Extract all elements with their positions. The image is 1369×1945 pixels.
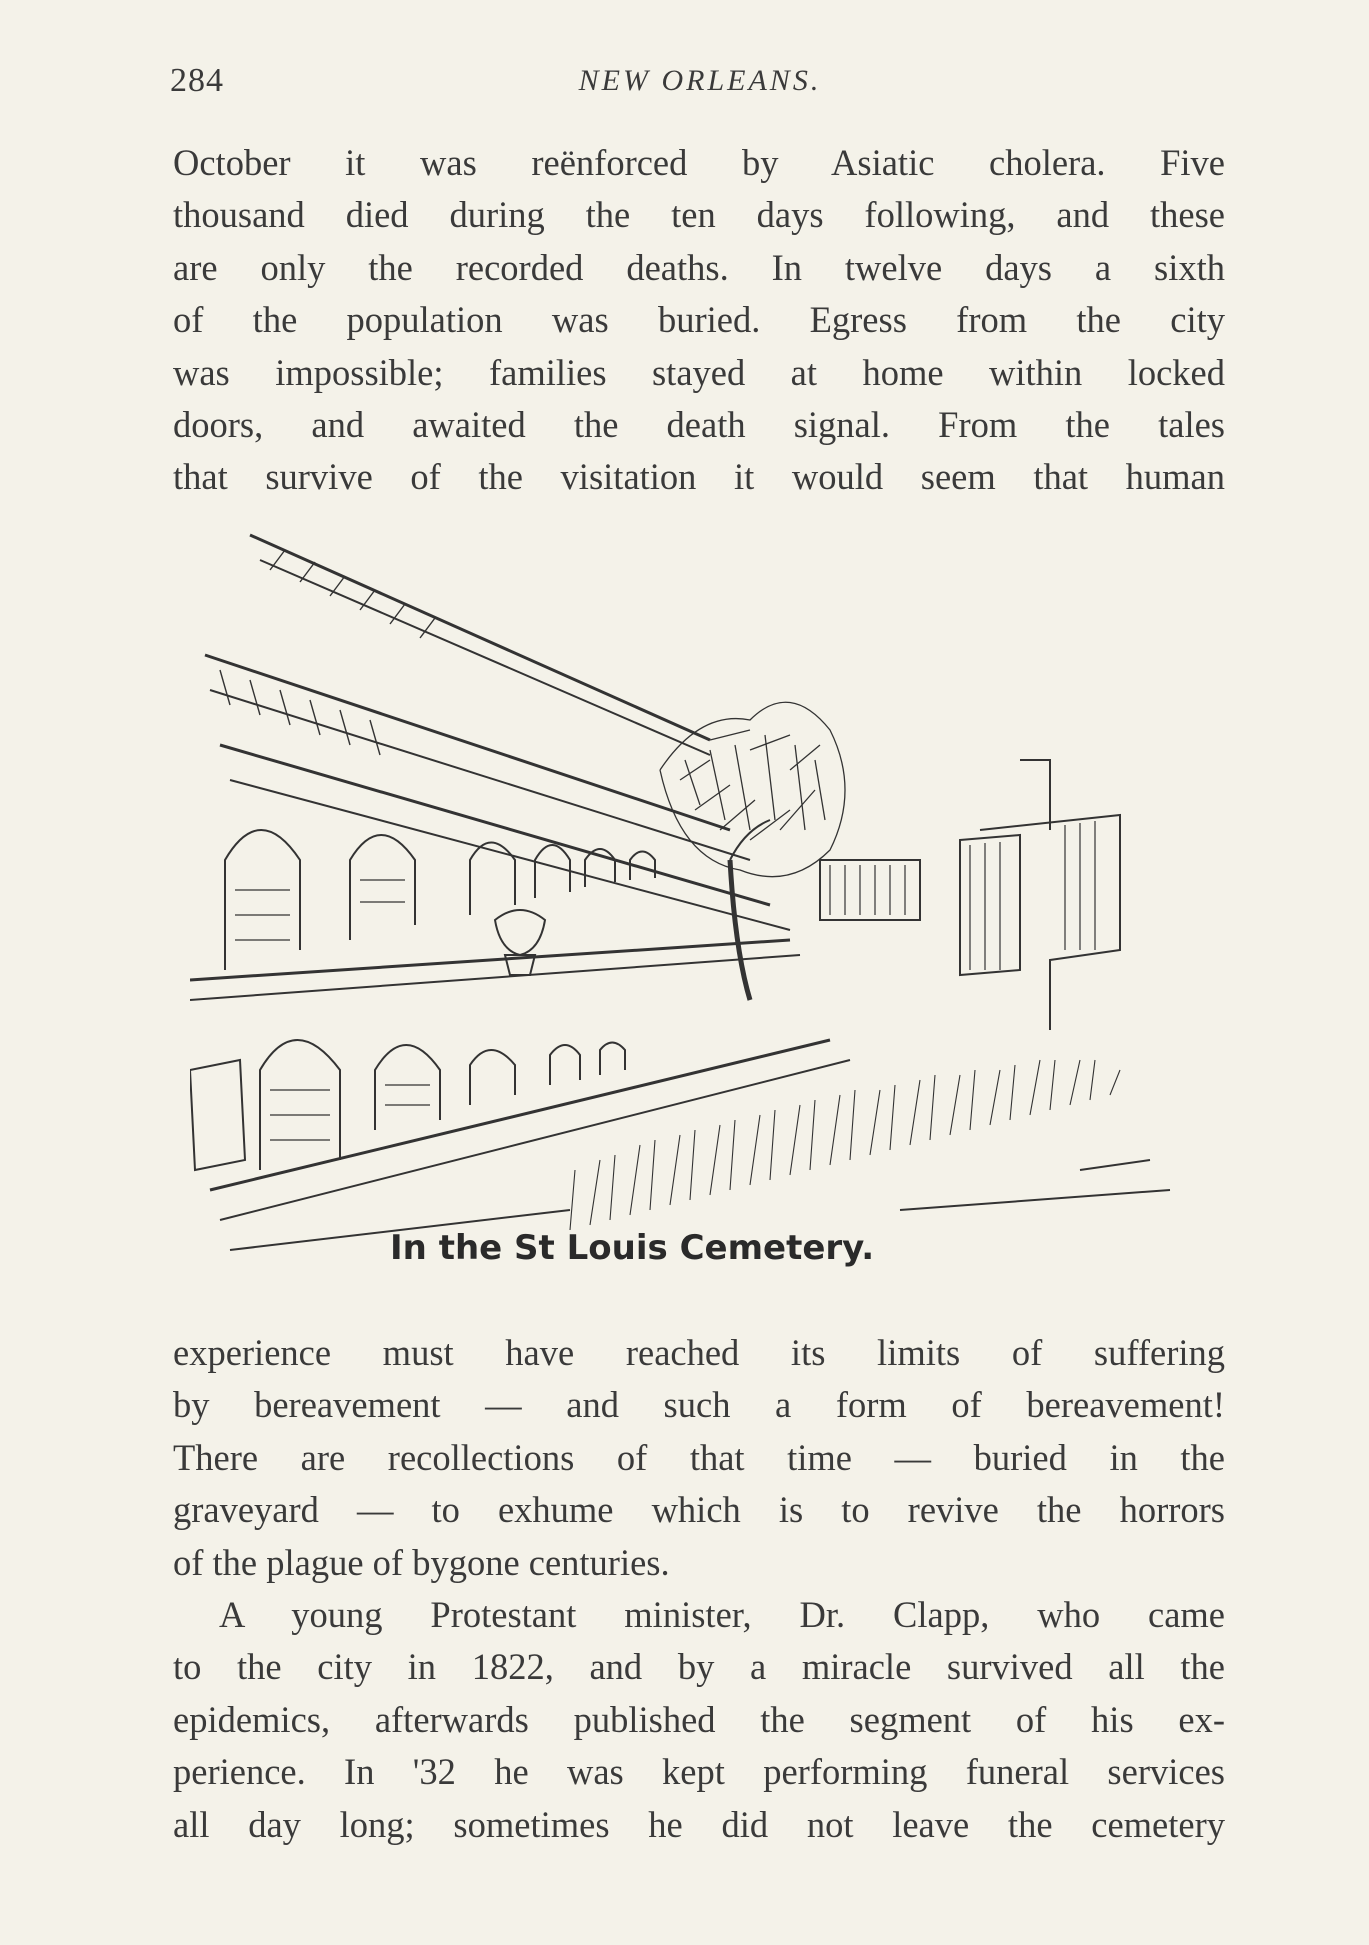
text-line: to the city in 1822, and by a miracle survived all the [173,1646,1225,1688]
text-line: thousand died during the ten days following, and these [173,194,1225,236]
page-header [170,62,1230,102]
text-line: that survive of the visitation it would seem that human [173,456,1225,498]
text-line: A young Protestant minister, Dr. Clapp, who came [219,1593,1225,1635]
text-line: of the plague of bygone centuries. [173,1541,670,1583]
text-line: of the population was buried. Egress from the city [173,299,1225,341]
cemetery-drawing [190,530,1200,1290]
text-line: all day long; sometimes he did not leave the cemetery [173,1803,1225,1845]
top-paragraph [173,137,1225,504]
text-line: epidemics, afterwards published the segment of his ex- [173,1698,1225,1740]
text-line: are only the recorded deaths. In twelve days a sixth [173,246,1225,288]
text-line: perience. In '32 he was kept performing funeral services [173,1751,1225,1793]
text-line: by bereavement — and such a form of bereavement! [173,1384,1225,1426]
text-line: There are recollections of that time — buried in the [173,1436,1225,1478]
text-line: experience must have reached its limits of suffering [173,1332,1225,1373]
text-line: was impossible; families stayed at home within locked [173,351,1225,393]
cemetery-illustration [190,530,1200,1290]
page-number: 284 [170,62,224,99]
text-line: doors, and awaited the death signal. From the tales [173,403,1225,445]
bottom-paragraphs [173,1327,1225,1851]
illustration-caption: In the St Louis Cemetery. [390,1228,875,1268]
text-line: graveyard — to exhume which is to revive the horrors [173,1489,1225,1531]
running-head: NEW ORLEANS. [578,64,822,97]
text-line: October it was reënforced by Asiatic cholera. Five [173,142,1225,183]
